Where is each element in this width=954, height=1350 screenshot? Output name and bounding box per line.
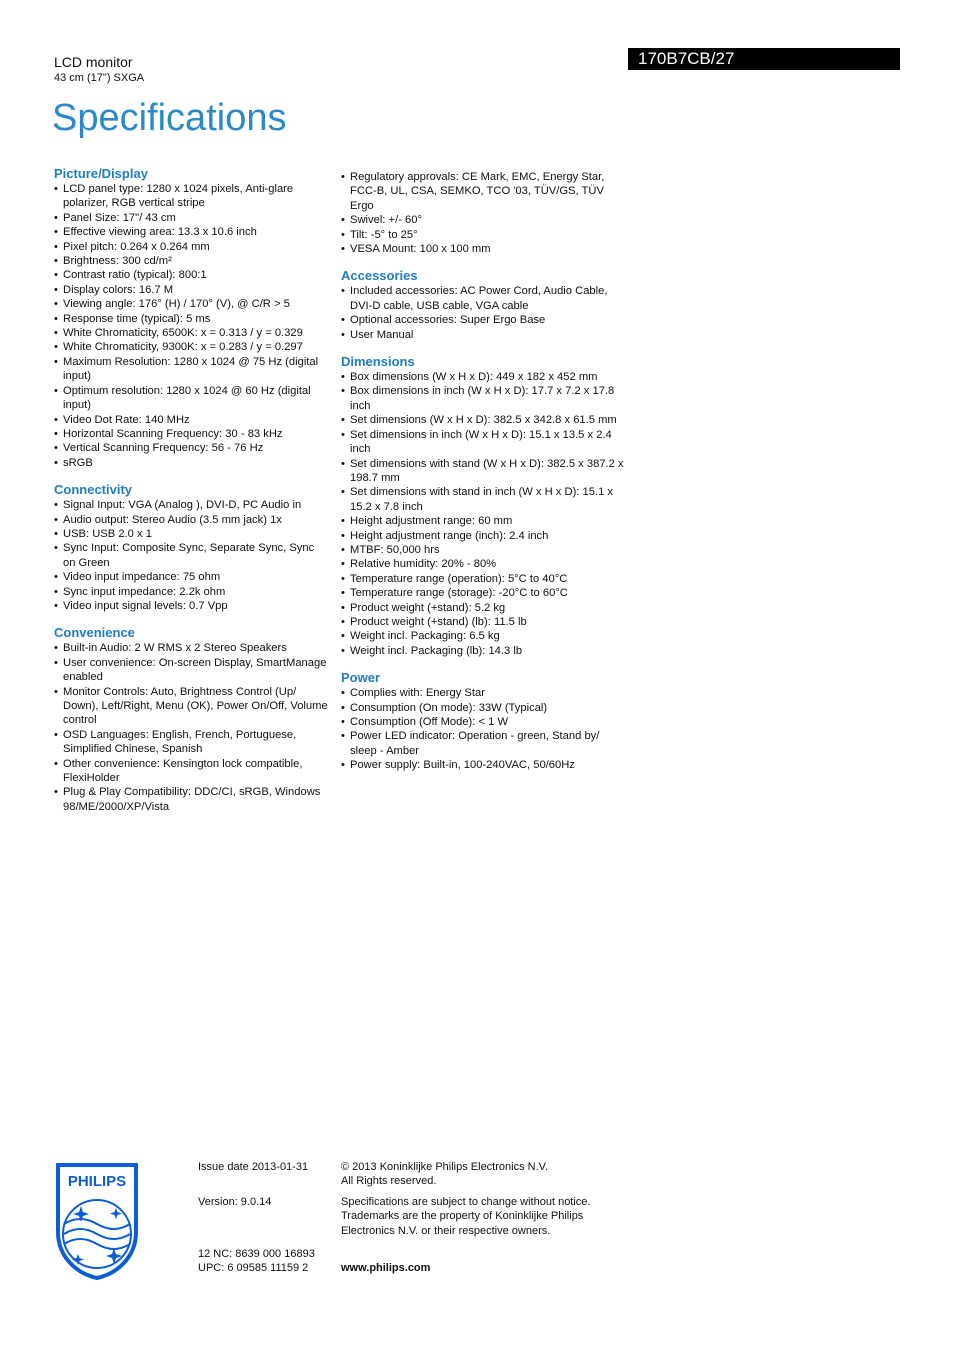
spec-item: • Consumption (Off Mode): < 1 W — [341, 715, 626, 729]
spec-item: • Regulatory approvals: CE Mark, EMC, Energy Star, FCC-B, UL, CSA, SEMKO, TCO '03, TÜV/GS, TÜV Ergo — [341, 170, 626, 213]
section-title: Dimensions — [341, 354, 415, 370]
spec-item: • Power LED indicator: Operation - green, Stand by/ sleep - Amber — [341, 729, 626, 758]
spec-item: • Complies with: Energy Star — [341, 686, 626, 700]
spec-item: • Brightness: 300 cd/m² — [54, 254, 329, 268]
spec-item: • OSD Languages: English, French, Portuguese, Simplified Chinese, Spanish — [54, 728, 329, 757]
spec-item: • Effective viewing area: 13.3 x 10.6 inch — [54, 225, 329, 239]
spec-item: • Response time (typical): 5 ms — [54, 312, 329, 326]
spec-item: • Swivel: +/- 60° — [341, 213, 626, 227]
spec-item: • MTBF: 50,000 hrs — [341, 543, 626, 557]
spec-section — [341, 670, 626, 772]
section-title: Power — [341, 670, 381, 686]
product-type: LCD monitor — [54, 54, 133, 70]
section-title: Connectivity — [54, 482, 133, 498]
spec-section — [54, 482, 329, 613]
spec-item: • Product weight (+stand) (lb): 11.5 lb — [341, 615, 626, 629]
spec-item: • Sync Input: Composite Sync, Separate Sync, Sync on Green — [54, 541, 329, 570]
spec-item: • Other convenience: Kensington lock compatible, FlexiHolder — [54, 757, 329, 786]
spec-list — [54, 182, 329, 470]
spec-item: • User convenience: On-screen Display, SmartManage enabled — [54, 656, 329, 685]
spec-item: • Power supply: Built-in, 100-240VAC, 50/60Hz — [341, 758, 626, 772]
spec-item: • Signal Input: VGA (Analog ), DVI-D, PC Audio in — [54, 498, 329, 512]
spec-item: • Set dimensions in inch (W x H x D): 15.1 x 13.5 x 2.4 inch — [341, 428, 626, 457]
logo-wordmark: PHILIPS — [67, 1173, 127, 1190]
spec-item: • Temperature range (operation): 5°C to 40°C — [341, 572, 626, 586]
spec-item: • Viewing angle: 176° (H) / 170° (V), @ C/R > 5 — [54, 297, 329, 311]
spec-column-left — [54, 166, 329, 814]
section-title: Picture/Display — [54, 166, 148, 181]
spec-item: • Relative humidity: 20% - 80% — [341, 557, 626, 571]
spec-item: • Product weight (+stand): 5.2 kg — [341, 601, 626, 615]
website-link[interactable]: www.philips.com — [341, 1262, 431, 1274]
spec-item: • Maximum Resolution: 1280 x 1024 @ 75 Hz (digital input) — [54, 355, 329, 384]
spec-item: • Plug & Play Compatibility: DDC/CI, sRGB, Windows 98/ME/2000/XP/Vista — [54, 785, 329, 814]
product-subtitle: 43 cm (17") SXGA — [54, 72, 145, 84]
spec-section — [54, 625, 329, 814]
section-title: Convenience — [54, 625, 135, 641]
spec-item: • Built-in Audio: 2 W RMS x 2 Stereo Speakers — [54, 641, 329, 655]
legal-notice: Specifications are subject to change without notice. Trademarks are the property of Koninklijke Philips Electronics N.V. or their respective owners. — [341, 1196, 591, 1237]
spec-item: • LCD panel type: 1280 x 1024 pixels, Anti-glare polarizer, RGB vertical stripe — [54, 182, 329, 211]
spec-item: • White Chromaticity, 6500K: x = 0.313 / y = 0.329 — [54, 326, 329, 340]
spec-item: • Included accessories: AC Power Cord, Audio Cable, DVI-D cable, USB cable, VGA cable — [341, 284, 626, 313]
spec-item: • Display colors: 16.7 M — [54, 283, 329, 297]
spec-item: • Video Dot Rate: 140 MHz — [54, 413, 329, 427]
spec-item: • Tilt: -5° to 25° — [341, 228, 626, 242]
spec-item: • USB: USB 2.0 x 1 — [54, 527, 329, 541]
spec-section — [341, 170, 626, 256]
spec-item: • Monitor Controls: Auto, Brightness Control (Up/ Down), Left/Right, Menu (OK), Power On/Off, Volume control — [54, 685, 329, 728]
spec-item: • VESA Mount: 100 x 100 mm — [341, 242, 626, 256]
spec-item: • Panel Size: 17"/ 43 cm — [54, 211, 329, 225]
spec-list — [54, 498, 329, 613]
spec-item: • Pixel pitch: 0.264 x 0.264 mm — [54, 240, 329, 254]
spec-item: • Video input impedance: 75 ohm — [54, 570, 329, 584]
spec-list — [341, 686, 626, 772]
spec-list — [341, 284, 626, 342]
spec-column-right — [341, 166, 626, 773]
spec-section — [341, 268, 626, 342]
spec-section — [341, 354, 626, 658]
spec-item: • Height adjustment range (inch): 2.4 inch — [341, 529, 626, 543]
spec-item: • User Manual — [341, 328, 626, 342]
spec-item: • Optional accessories: Super Ergo Base — [341, 313, 626, 327]
version: Version: 9.0.14 — [198, 1196, 272, 1208]
spec-item: • Consumption (On mode): 33W (Typical) — [341, 701, 626, 715]
spec-list — [341, 370, 626, 658]
spec-item: • Height adjustment range: 60 mm — [341, 514, 626, 528]
page-title: Specifications — [52, 97, 287, 139]
spec-item: • Optimum resolution: 1280 x 1024 @ 60 Hz (digital input) — [54, 384, 329, 413]
issue-date: Issue date 2013-01-31 — [198, 1161, 309, 1173]
spec-item: • Weight incl. Packaging (lb): 14.3 lb — [341, 644, 626, 658]
spec-item: • Contrast ratio (typical): 800:1 — [54, 268, 329, 282]
spec-list — [341, 170, 626, 256]
spec-item: • Set dimensions with stand (W x H x D): 382.5 x 387.2 x 198.7 mm — [341, 457, 626, 486]
nc-upc-codes: 12 NC: 8639 000 16893 UPC: 6 09585 11159 2 — [198, 1248, 315, 1275]
spec-item: • Audio output: Stereo Audio (3.5 mm jack) 1x — [54, 513, 329, 527]
spec-item: • Sync input impedance: 2.2k ohm — [54, 585, 329, 599]
spec-item: • Set dimensions with stand in inch (W x H x D): 15.1 x 15.2 x 7.8 inch — [341, 485, 626, 514]
spec-list — [54, 641, 329, 814]
spec-item: • Set dimensions (W x H x D): 382.5 x 342.8 x 61.5 mm — [341, 413, 626, 427]
model-number-bar: 170B7CB/27 — [628, 48, 900, 70]
spec-item: • Vertical Scanning Frequency: 56 - 76 Hz — [54, 441, 329, 455]
spec-item: • Horizontal Scanning Frequency: 30 - 83 kHz — [54, 427, 329, 441]
spec-item: • Temperature range (storage): -20°C to 60°C — [341, 586, 626, 600]
spec-item: • Video input signal levels: 0.7 Vpp — [54, 599, 329, 613]
spec-item: • Box dimensions in inch (W x H x D): 17.7 x 7.2 x 17.8 inch — [341, 384, 626, 413]
copyright: © 2013 Koninklijke Philips Electronics N.V. All Rights reserved. — [341, 1161, 549, 1188]
spec-item: • Weight incl. Packaging: 6.5 kg — [341, 629, 626, 643]
spec-section — [54, 166, 329, 470]
spec-item: • White Chromaticity, 9300K: x = 0.283 / y = 0.297 — [54, 340, 329, 354]
philips-shield-logo — [54, 1162, 140, 1280]
spec-item: • Box dimensions (W x H x D): 449 x 182 x 452 mm — [341, 370, 626, 384]
section-title: Accessories — [341, 268, 418, 284]
spec-item: • sRGB — [54, 456, 329, 470]
